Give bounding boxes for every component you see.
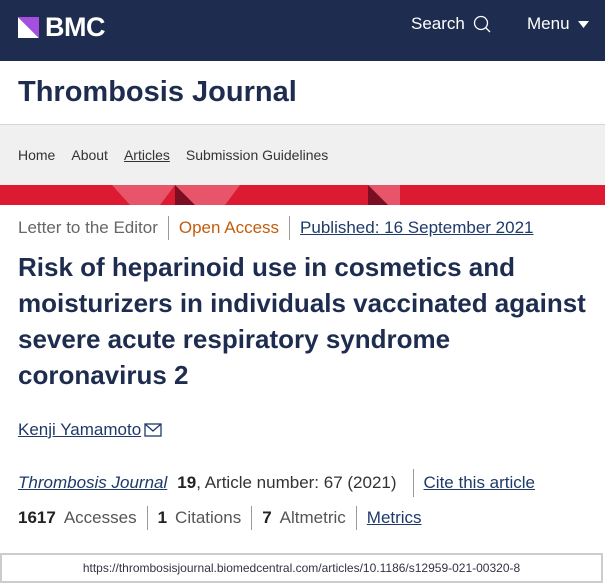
menu-button[interactable] <box>527 14 589 34</box>
metrics-link[interactable]: Metrics <box>366 508 422 527</box>
volume: 19 <box>177 473 197 492</box>
journal-link[interactable]: Thrombosis Journal <box>18 473 168 492</box>
divider <box>147 506 148 530</box>
search-button[interactable] <box>411 14 491 34</box>
bmc-logo[interactable] <box>18 12 105 43</box>
divider <box>168 216 169 240</box>
bmc-logo-icon <box>18 17 39 38</box>
decorative-banner <box>0 185 605 205</box>
site-header <box>0 0 605 61</box>
citations-label: Citations <box>175 508 242 527</box>
nav-articles[interactable]: Articles <box>123 147 170 163</box>
url-bar[interactable]: https://thrombosisjournal.biomedcentral.com/articles/10.1186/s12959-021-00320-8 <box>0 553 603 583</box>
search-icon <box>473 15 491 33</box>
divider <box>289 216 290 240</box>
author <box>18 420 162 440</box>
journal-nav <box>0 124 605 185</box>
chevron-down-icon <box>578 21 589 28</box>
citation-line <box>18 469 535 497</box>
divider <box>356 506 357 530</box>
article-title: Risk of heparinoid use in cosmetics and moisturizers in individuals vaccinated against severe acute respiratory syndrome coronavirus 2 <box>18 252 586 390</box>
divider <box>251 506 252 530</box>
nav-submission-guidelines[interactable]: Submission Guidelines <box>185 147 329 163</box>
nav-home[interactable]: Home <box>18 147 56 163</box>
article-number: , Article number: 67 (2021) <box>196 473 397 492</box>
citations-count: 1 <box>157 508 168 527</box>
article-type: Letter to the Editor <box>18 218 158 237</box>
menu-label: Menu <box>527 14 570 33</box>
author-link[interactable]: Kenji Yamamoto <box>18 420 142 439</box>
article-metrics <box>18 506 422 530</box>
accesses-count: 1617 <box>18 508 56 527</box>
nav-about[interactable]: About <box>71 147 108 163</box>
brand-name: BMC <box>45 12 105 42</box>
cite-article-link[interactable]: Cite this article <box>423 473 536 492</box>
divider <box>413 469 414 497</box>
open-access-badge: Open Access <box>178 218 280 237</box>
search-label: Search <box>411 14 465 33</box>
published-date-link[interactable]: Published: 16 September 2021 <box>300 218 534 237</box>
altmetric-label: Altmetric <box>279 508 346 527</box>
article-meta <box>18 216 534 240</box>
accesses-label: Accesses <box>63 508 137 527</box>
altmetric-count: 7 <box>262 508 272 527</box>
journal-title[interactable]: Thrombosis Journal <box>18 76 297 108</box>
email-icon[interactable] <box>144 423 162 437</box>
